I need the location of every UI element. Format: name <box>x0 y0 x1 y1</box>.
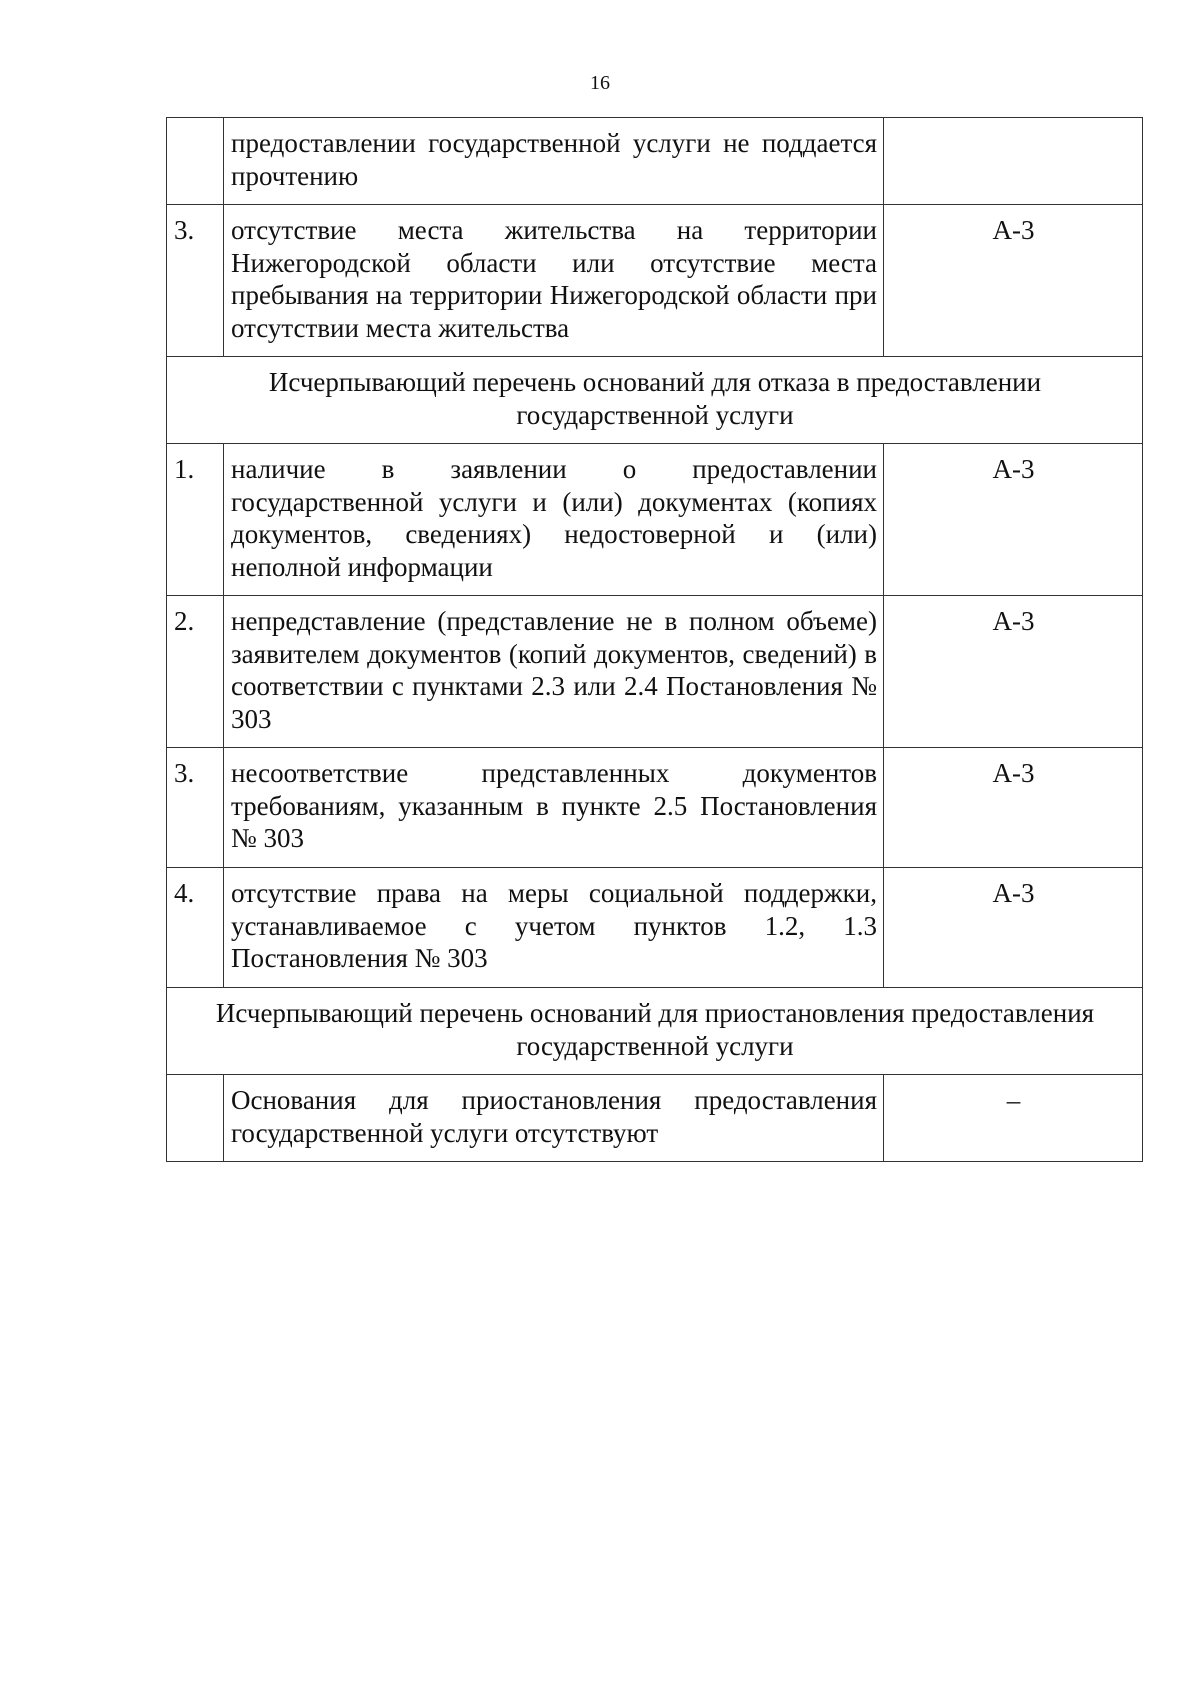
row-text: наличие в заявлении о предоставлении государственной услуги и (или) документах (копиях документов, сведениях) недостоверной и (или) неполной информации <box>224 444 884 596</box>
section-heading-refusal: Исчерпывающий перечень оснований для отказа в предоставлении государственной услуги <box>167 357 1143 444</box>
row-number: 4. <box>167 868 224 988</box>
row-number: 3. <box>167 205 224 357</box>
table-row <box>167 1075 1143 1162</box>
row-code: А-3 <box>884 596 1143 748</box>
row-code: А-3 <box>884 868 1143 988</box>
row-number: 3. <box>167 748 224 868</box>
grounds-table <box>166 117 1143 1162</box>
row-number: 2. <box>167 596 224 748</box>
row-text: несоответствие представленных документов требованиям, указанным в пункте 2.5 Постановления № 303 <box>224 748 884 868</box>
row-code <box>884 118 1143 205</box>
table-row <box>167 444 1143 596</box>
row-code: А-3 <box>884 444 1143 596</box>
section-heading-suspension: Исчерпывающий перечень оснований для приостановления предоставления государственной услуги <box>167 988 1143 1075</box>
table-row <box>167 205 1143 357</box>
row-number <box>167 1075 224 1162</box>
table-row <box>167 868 1143 988</box>
section-row <box>167 357 1143 444</box>
row-code: А-3 <box>884 748 1143 868</box>
row-code: А-3 <box>884 205 1143 357</box>
table-row <box>167 596 1143 748</box>
row-text: предоставлении государственной услуги не поддается прочтению <box>224 118 884 205</box>
row-text: отсутствие права на меры социальной поддержки, устанавливаемое с учетом пунктов 1.2, 1.3 Постановления № 303 <box>224 868 884 988</box>
row-number <box>167 118 224 205</box>
section-row <box>167 988 1143 1075</box>
table-row <box>167 748 1143 868</box>
row-number: 1. <box>167 444 224 596</box>
row-code: – <box>884 1075 1143 1162</box>
page-number: 16 <box>590 72 610 94</box>
table-row <box>167 118 1143 205</box>
row-text: отсутствие места жительства на территории Нижегородской области или отсутствие места пребывания на территории Нижегородской области при отсутствии места жительства <box>224 205 884 357</box>
row-text: непредставление (представление не в полном объеме) заявителем документов (копий документов, сведений) в соответствии с пунктами 2.3 или 2.4 Постановления № 303 <box>224 596 884 748</box>
row-text: Основания для приостановления предоставления государственной услуги отсутствуют <box>224 1075 884 1162</box>
